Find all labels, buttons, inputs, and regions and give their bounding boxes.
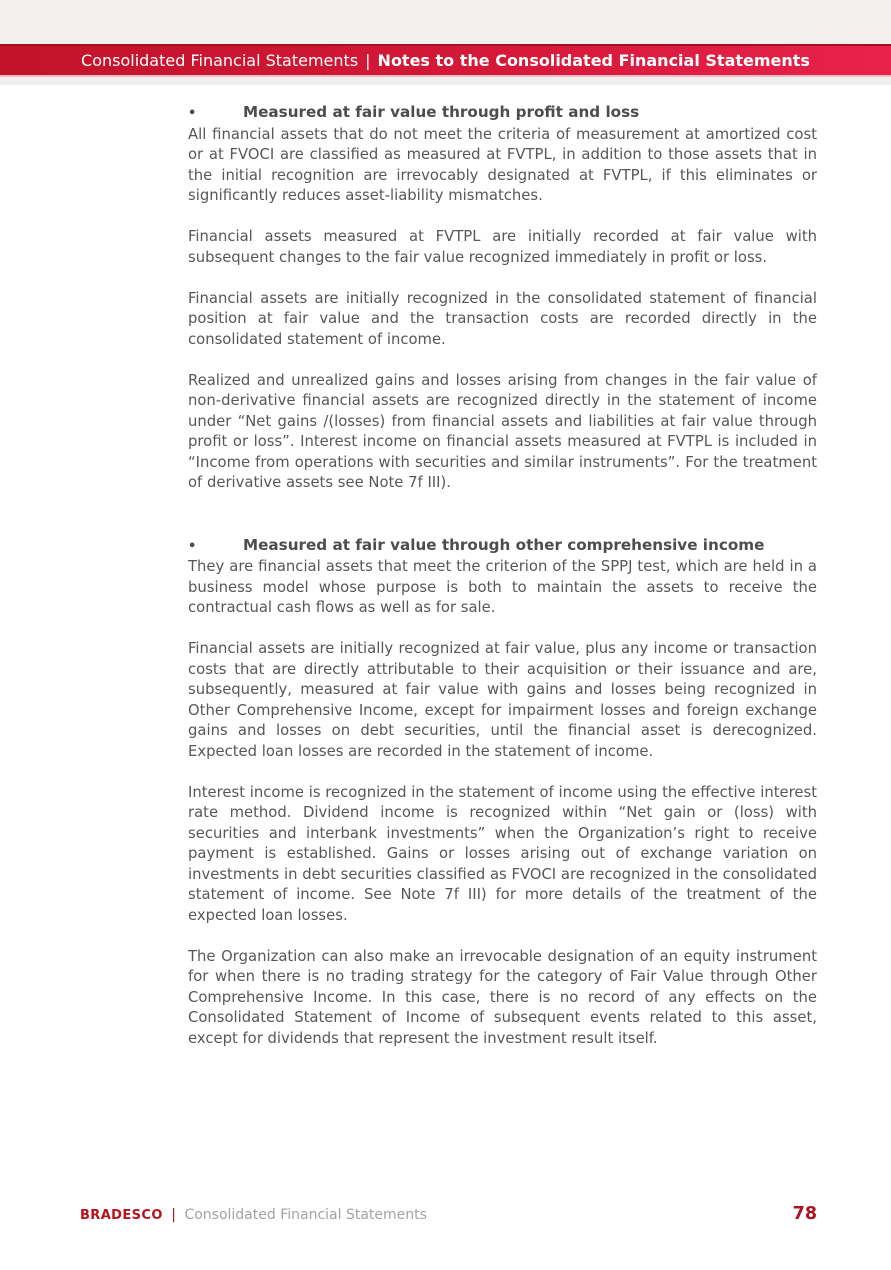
section-fvtpl: [188, 102, 817, 494]
footer-document-title: Consolidated Financial Statements: [184, 1207, 427, 1223]
page-top-margin: [0, 0, 891, 44]
section-heading-text: Measured at fair value through other comprehensive income: [243, 535, 765, 554]
bullet-icon: •: [188, 106, 197, 121]
section-fvoci: [188, 535, 817, 1050]
section-heading-text: Measured at fair value through profit and loss: [243, 103, 640, 121]
section-heading-fvtpl: [188, 102, 817, 125]
paragraph: All financial assets that do not meet the criteria of measurement at amortized cost or at FVOCI are classified as measured at FVTPL, in addition to those assets that in the initial recognition are irrevocably designated at FVTPL, if this eliminates or significantly reduces asset-liability mismatches.: [188, 125, 817, 204]
paragraph: Financial assets measured at FVTPL are initially recorded at fair value with subsequent changes to the fair value recognized immediately in profit or loss.: [188, 228, 817, 266]
paragraph: Interest income is recognized in the statement of income using the effective interest rate method. Dividend income is recognized within “Net gain or (loss) with securities and interbank investments” when the Organization’s right to receive payment is established. Gains or losses arising out of exchange variation on investments in debt securities classified as FVOCI are recognized in the consolidated statement of income. See Note 7f III) for more details of the treatment of the expected loan losses.: [188, 783, 817, 924]
paragraph: They are financial assets that meet the criterion of the SPPJ test, which are held in a business model whose purpose is both to maintain the assets to receive the contractual cash flows as well as for sale.: [188, 558, 817, 616]
footer-separator: |: [171, 1207, 176, 1223]
banner-section-title: Consolidated Financial Statements: [81, 51, 359, 70]
bradesco-logo: BRADESCO: [80, 1208, 163, 1223]
section-heading-fvoci: [188, 535, 817, 558]
paragraph: Financial assets are initially recognized at fair value, plus any income or transaction costs that are directly attributable to their acquisition or their issuance and are, subsequently, measured at fair value with gains and losses being recognized in Other Comprehensive Income, except for impairment losses and foreign exchange gains and losses on debt securities, until the financial asset is derecognized. Expected loan losses are recorded in the statement of income.: [188, 640, 817, 760]
bullet-icon: •: [188, 538, 197, 554]
banner-subsection-title: Notes to the Consolidated Financial Statements: [377, 51, 810, 70]
page-body: [188, 85, 817, 1049]
header-banner: [0, 44, 891, 77]
banner-bottom-margin: [0, 77, 891, 85]
banner-separator: |: [365, 51, 371, 70]
page-number: 78: [792, 1204, 817, 1224]
paragraph: Financial assets are initially recognized in the consolidated statement of financial position at fair value and the transaction costs are recorded directly in the consolidated statement of income.: [188, 289, 817, 348]
footer-brand-line: [80, 1207, 427, 1223]
paragraph: Realized and unrealized gains and losses arising from changes in the fair value of non-derivative financial assets are recognized directly in the statement of income under “Net gains /(losses) from financial assets and liabilities at fair value through profit or loss”. Interest income on financial assets measured at FVTPL is included in “Income from operations with securities and similar instruments”. For the treatment of derivative assets see Note 7f III).: [188, 371, 817, 491]
page-footer: [80, 1204, 817, 1224]
paragraph: The Organization can also make an irrevocable designation of an equity instrument for when there is no trading strategy for the category of Fair Value through Other Comprehensive Income. In this case, there is no record of any effects on the Consolidated Statement of Income of subsequent events related to this asset, except for dividends that represent the investment result itself.: [188, 947, 817, 1047]
